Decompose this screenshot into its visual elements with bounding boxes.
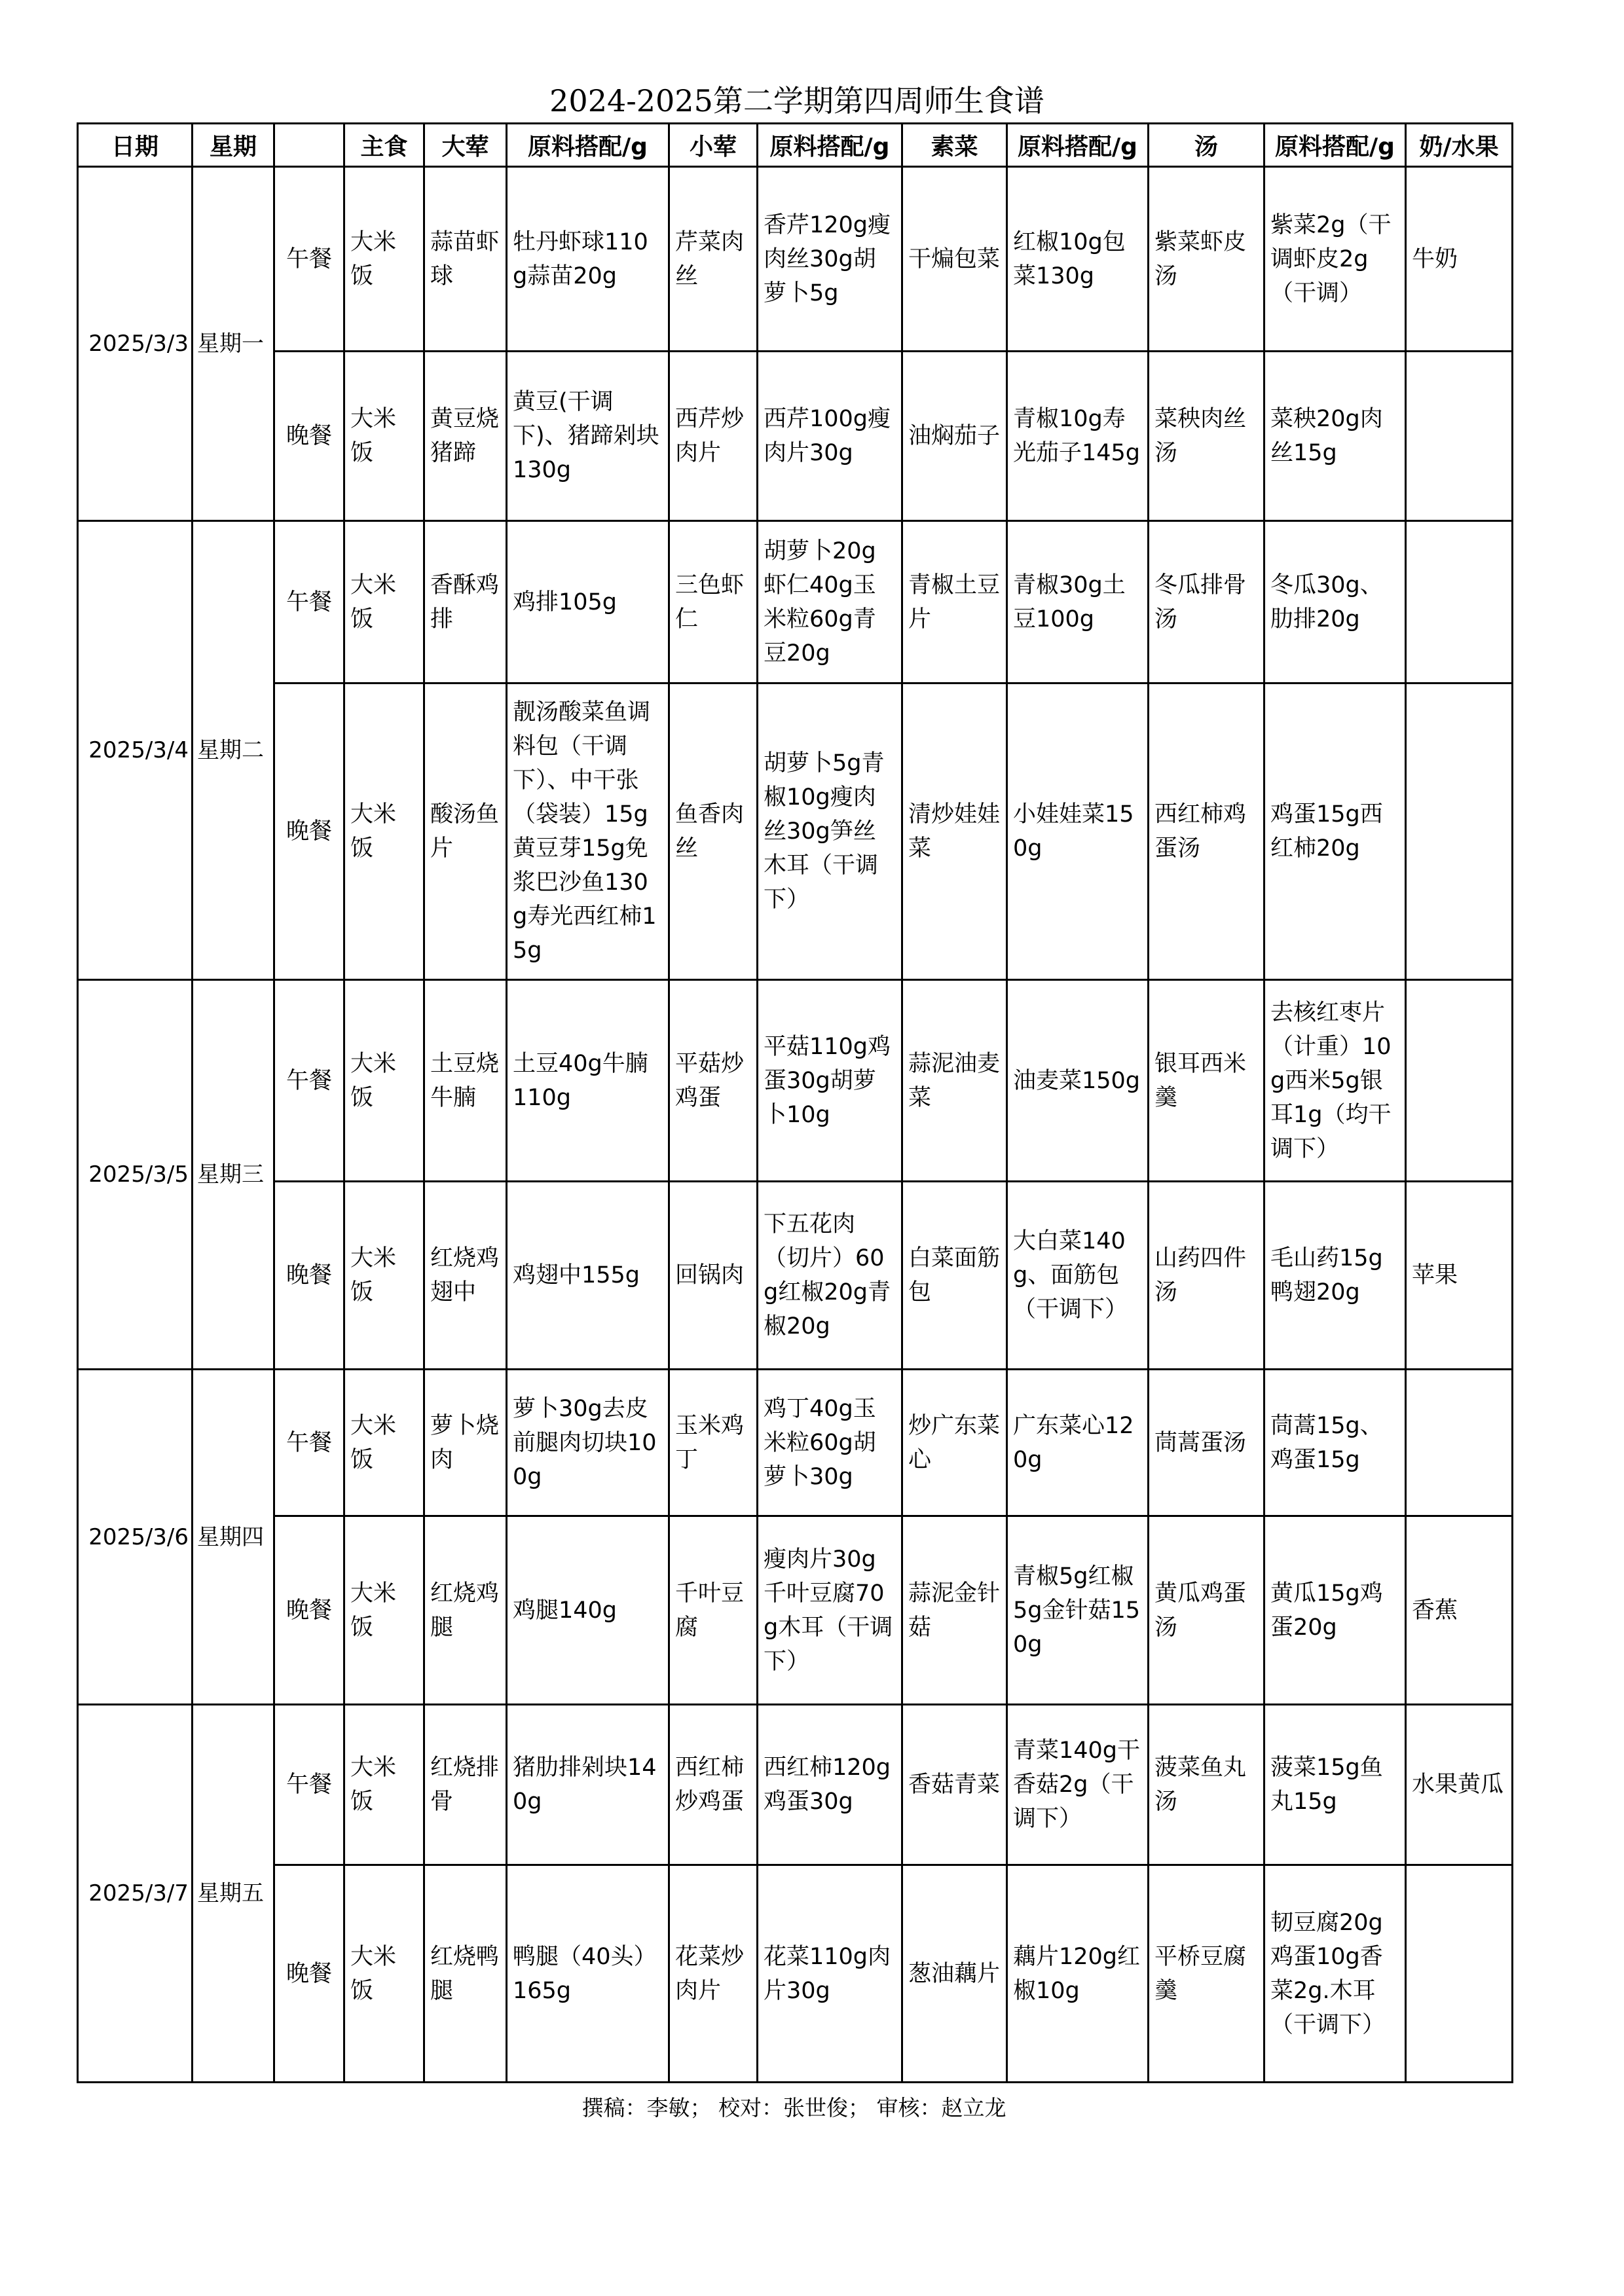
meal-cell: 晚餐 [274, 1182, 344, 1370]
meal-cell: 晚餐 [274, 683, 344, 980]
milk-fruit-cell: 香蕉 [1406, 1516, 1513, 1705]
milk-fruit-cell [1406, 1865, 1513, 2083]
header-date: 日期 [78, 124, 193, 167]
small-meat-ingredients-cell: 花菜110g肉片30g [758, 1865, 902, 2083]
big-meat-cell: 土豆烧牛腩 [424, 980, 507, 1182]
header-small-meat: 小荤 [669, 124, 758, 167]
milk-fruit-cell [1406, 1370, 1513, 1516]
vegetable-cell: 葱油藕片 [902, 1865, 1007, 2083]
staple-cell: 大米饭 [344, 167, 424, 352]
soup-cell: 平桥豆腐羹 [1149, 1865, 1264, 2083]
credits-line: 撰稿：李敏； 校对：张世俊； 审核：赵立龙 [581, 2095, 1006, 2121]
small-meat-cell: 玉米鸡丁 [669, 1370, 758, 1516]
small-meat-ingredients-cell: 瘦肉片30g千叶豆腐70g木耳（干调下） [758, 1516, 902, 1705]
weekday-cell: 星期四 [193, 1370, 274, 1705]
staple-cell: 大米饭 [344, 1865, 424, 2083]
date-cell: 2025/3/3 [78, 167, 193, 521]
vegetable-cell: 油焖茄子 [902, 352, 1007, 521]
big-meat-cell: 黄豆烧猪蹄 [424, 352, 507, 521]
small-meat-ingredients-cell: 西芹100g瘦肉片30g [758, 352, 902, 521]
header-vegetable-ingredients: 原料搭配/g [1007, 124, 1149, 167]
milk-fruit-cell [1406, 352, 1513, 521]
big-meat-ingredients-cell: 猪肋排剁块140g [507, 1705, 669, 1865]
date-cell: 2025/3/4 [78, 521, 193, 980]
soup-ingredients-cell: 鸡蛋15g西红柿20g [1264, 683, 1406, 980]
vegetable-cell: 白菜面筋包 [902, 1182, 1007, 1370]
meal-cell: 午餐 [274, 980, 344, 1182]
meal-cell: 午餐 [274, 1370, 344, 1516]
vegetable-cell: 炒广东菜心 [902, 1370, 1007, 1516]
big-meat-cell: 红烧鸭腿 [424, 1865, 507, 2083]
milk-fruit-cell [1406, 521, 1513, 683]
weekday-cell: 星期三 [193, 980, 274, 1370]
header-small-meat-ingredients: 原料搭配/g [758, 124, 902, 167]
soup-cell: 山药四件汤 [1149, 1182, 1264, 1370]
vegetable-cell: 蒜泥金针菇 [902, 1516, 1007, 1705]
header-big-meat: 大荤 [424, 124, 507, 167]
soup-ingredients-cell: 菠菜15g鱼丸15g [1264, 1705, 1406, 1865]
vegetable-ingredients-cell: 青椒10g寿光茄子145g [1007, 352, 1149, 521]
table-row [78, 1865, 1513, 2083]
meal-cell: 午餐 [274, 521, 344, 683]
small-meat-ingredients-cell: 平菇110g鸡蛋30g胡萝卜10g [758, 980, 902, 1182]
vegetable-ingredients-cell: 红椒10g包菜130g [1007, 167, 1149, 352]
staple-cell: 大米饭 [344, 683, 424, 980]
milk-fruit-cell [1406, 683, 1513, 980]
table-row [78, 1705, 1513, 1865]
soup-cell: 西红柿鸡蛋汤 [1149, 683, 1264, 980]
header-soup-ingredients: 原料搭配/g [1264, 124, 1406, 167]
staple-cell: 大米饭 [344, 1370, 424, 1516]
soup-ingredients-cell: 毛山药15g鸭翅20g [1264, 1182, 1406, 1370]
small-meat-cell: 回锅肉 [669, 1182, 758, 1370]
soup-cell: 菠菜鱼丸汤 [1149, 1705, 1264, 1865]
table-row [78, 683, 1513, 980]
vegetable-cell: 蒜泥油麦菜 [902, 980, 1007, 1182]
big-meat-cell: 红烧鸡腿 [424, 1516, 507, 1705]
soup-ingredients-cell: 菜秧20g肉丝15g [1264, 352, 1406, 521]
meal-cell: 晚餐 [274, 352, 344, 521]
big-meat-ingredients-cell: 萝卜30g去皮前腿肉切块100g [507, 1370, 669, 1516]
soup-cell: 菜秧肉丝汤 [1149, 352, 1264, 521]
soup-ingredients-cell: 去核红枣片（计重）10g西米5g银耳1g（均干调下） [1264, 980, 1406, 1182]
big-meat-ingredients-cell: 土豆40g牛腩110g [507, 980, 669, 1182]
big-meat-ingredients-cell: 鸡排105g [507, 521, 669, 683]
small-meat-cell: 西红柿炒鸡蛋 [669, 1705, 758, 1865]
vegetable-cell: 清炒娃娃菜 [902, 683, 1007, 980]
table-row [78, 352, 1513, 521]
weekday-cell: 星期一 [193, 167, 274, 521]
soup-cell: 冬瓜排骨汤 [1149, 521, 1264, 683]
milk-fruit-cell: 牛奶 [1406, 167, 1513, 352]
milk-fruit-cell: 苹果 [1406, 1182, 1513, 1370]
small-meat-ingredients-cell: 西红柿120g鸡蛋30g [758, 1705, 902, 1865]
vegetable-ingredients-cell: 广东菜心120g [1007, 1370, 1149, 1516]
vegetable-cell: 干煸包菜 [902, 167, 1007, 352]
big-meat-ingredients-cell: 牡丹虾球110g蒜苗20g [507, 167, 669, 352]
soup-ingredients-cell: 黄瓜15g鸡蛋20g [1264, 1516, 1406, 1705]
soup-cell: 黄瓜鸡蛋汤 [1149, 1516, 1264, 1705]
vegetable-ingredients-cell: 大白菜140g、面筋包（干调下） [1007, 1182, 1149, 1370]
header-staple: 主食 [344, 124, 424, 167]
big-meat-cell: 红烧鸡翅中 [424, 1182, 507, 1370]
small-meat-ingredients-cell: 下五花肉（切片）60g红椒20g青椒20g [758, 1182, 902, 1370]
vegetable-ingredients-cell: 藕片120g红椒10g [1007, 1865, 1149, 2083]
big-meat-ingredients-cell: 靓汤酸菜鱼调料包（干调下）、中干张（袋装）15g黄豆芽15g免浆巴沙鱼130g寿光西红柿15g [507, 683, 669, 980]
date-cell: 2025/3/5 [78, 980, 193, 1370]
meal-cell: 晚餐 [274, 1865, 344, 2083]
small-meat-cell: 芹菜肉丝 [669, 167, 758, 352]
big-meat-cell: 香酥鸡排 [424, 521, 507, 683]
soup-ingredients-cell: 紫菜2g（干调虾皮2g（干调） [1264, 167, 1406, 352]
vegetable-ingredients-cell: 青椒30g土豆100g [1007, 521, 1149, 683]
soup-cell: 茼蒿蛋汤 [1149, 1370, 1264, 1516]
header-row [78, 124, 1513, 167]
meal-cell: 午餐 [274, 167, 344, 352]
small-meat-cell: 西芹炒肉片 [669, 352, 758, 521]
soup-ingredients-cell: 韧豆腐20g鸡蛋10g香菜2g.木耳（干调下） [1264, 1865, 1406, 2083]
header-soup: 汤 [1149, 124, 1264, 167]
small-meat-cell: 千叶豆腐 [669, 1516, 758, 1705]
staple-cell: 大米饭 [344, 980, 424, 1182]
small-meat-cell: 鱼香肉丝 [669, 683, 758, 980]
small-meat-cell: 花菜炒肉片 [669, 1865, 758, 2083]
big-meat-ingredients-cell: 鸭腿（40头）165g [507, 1865, 669, 2083]
header-meal [274, 124, 344, 167]
date-cell: 2025/3/7 [78, 1705, 193, 2083]
table-row [78, 1182, 1513, 1370]
header-big-meat-ingredients: 原料搭配/g [507, 124, 669, 167]
small-meat-ingredients-cell: 香芹120g瘦肉丝30g胡萝卜5g [758, 167, 902, 352]
table-row [78, 980, 1513, 1182]
big-meat-ingredients-cell: 鸡翅中155g [507, 1182, 669, 1370]
big-meat-cell: 萝卜烧肉 [424, 1370, 507, 1516]
vegetable-ingredients-cell: 小娃娃菜150g [1007, 683, 1149, 980]
weekday-cell: 星期二 [193, 521, 274, 980]
staple-cell: 大米饭 [344, 1705, 424, 1865]
vegetable-ingredients-cell: 油麦菜150g [1007, 980, 1149, 1182]
vegetable-cell: 青椒土豆片 [902, 521, 1007, 683]
big-meat-cell: 蒜苗虾球 [424, 167, 507, 352]
table-row [78, 521, 1513, 683]
small-meat-ingredients-cell: 鸡丁40g玉米粒60g胡萝卜30g [758, 1370, 902, 1516]
big-meat-ingredients-cell: 鸡腿140g [507, 1516, 669, 1705]
page-title: 2024-2025第二学期第四周师生食谱 [549, 83, 1044, 118]
small-meat-cell: 平菇炒鸡蛋 [669, 980, 758, 1182]
header-milk-fruit: 奶/水果 [1406, 124, 1513, 167]
soup-cell: 紫菜虾皮汤 [1149, 167, 1264, 352]
soup-ingredients-cell: 冬瓜30g、肋排20g [1264, 521, 1406, 683]
milk-fruit-cell: 水果黄瓜 [1406, 1705, 1513, 1865]
staple-cell: 大米饭 [344, 521, 424, 683]
table-row [78, 167, 1513, 352]
milk-fruit-cell [1406, 980, 1513, 1182]
staple-cell: 大米饭 [344, 352, 424, 521]
big-meat-ingredients-cell: 黄豆(干调下)、猪蹄剁块130g [507, 352, 669, 521]
vegetable-cell: 香菇青菜 [902, 1705, 1007, 1865]
small-meat-ingredients-cell: 胡萝卜20g虾仁40g玉米粒60g青豆20g [758, 521, 902, 683]
small-meat-ingredients-cell: 胡萝卜5g青椒10g瘦肉丝30g笋丝木耳（干调下） [758, 683, 902, 980]
big-meat-cell: 酸汤鱼片 [424, 683, 507, 980]
table-row [78, 1516, 1513, 1705]
staple-cell: 大米饭 [344, 1516, 424, 1705]
soup-cell: 银耳西米羹 [1149, 980, 1264, 1182]
big-meat-cell: 红烧排骨 [424, 1705, 507, 1865]
menu-table [77, 122, 1513, 2083]
vegetable-ingredients-cell: 青菜140g干香菇2g（干调下） [1007, 1705, 1149, 1865]
weekday-cell: 星期五 [193, 1705, 274, 2083]
staple-cell: 大米饭 [344, 1182, 424, 1370]
meal-cell: 午餐 [274, 1705, 344, 1865]
header-vegetable: 素菜 [902, 124, 1007, 167]
meal-cell: 晚餐 [274, 1516, 344, 1705]
soup-ingredients-cell: 茼蒿15g、鸡蛋15g [1264, 1370, 1406, 1516]
small-meat-cell: 三色虾仁 [669, 521, 758, 683]
vegetable-ingredients-cell: 青椒5g红椒5g金针菇150g [1007, 1516, 1149, 1705]
header-weekday: 星期 [193, 124, 274, 167]
date-cell: 2025/3/6 [78, 1370, 193, 1705]
table-row [78, 1370, 1513, 1516]
